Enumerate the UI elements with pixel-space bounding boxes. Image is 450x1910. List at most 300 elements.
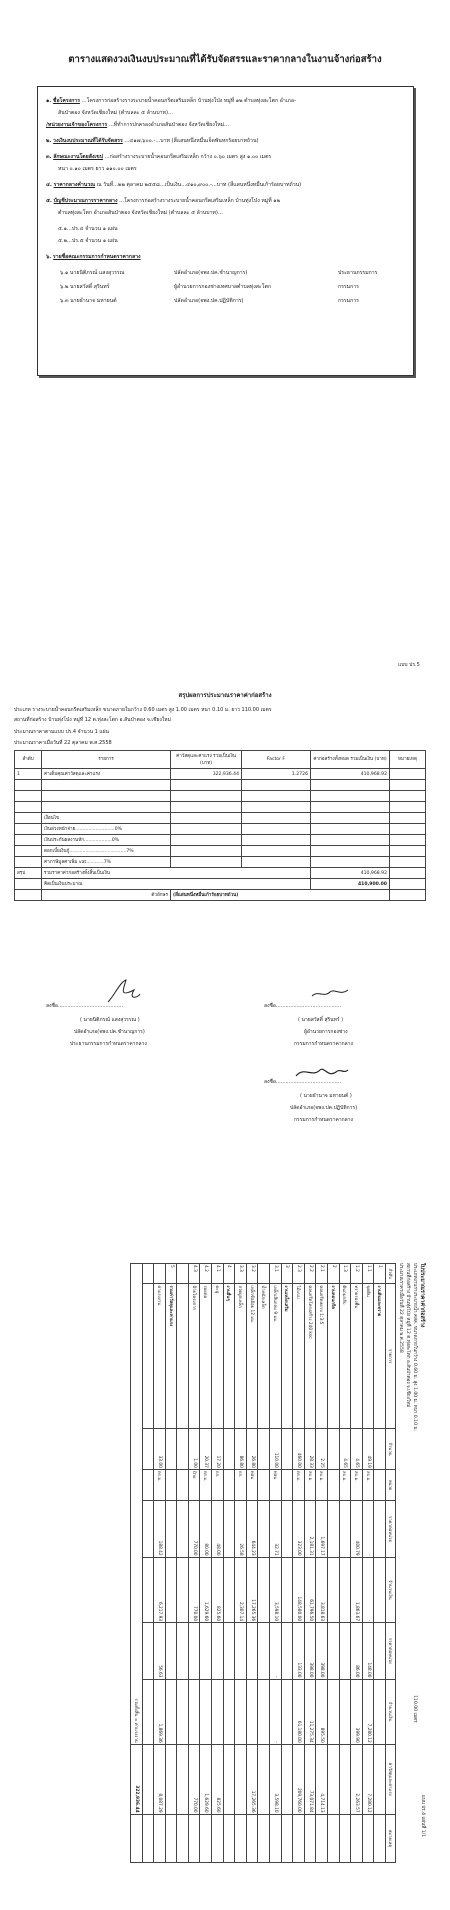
table-row [15, 769, 426, 780]
cell-mt: 770.00 [188, 1557, 200, 1622]
cell-unit [374, 1469, 386, 1500]
summary-line [58, 225, 118, 233]
cell-qty: 26.80 [246, 1429, 258, 1470]
cell-sum: 770.00 [188, 1744, 200, 1814]
cell-remark [339, 1814, 351, 1862]
cell-item: ป้ายโครงการ [188, 1284, 200, 1429]
cell-remark [316, 1814, 328, 1862]
cell-mp [374, 1501, 386, 1557]
cell-remark [362, 1814, 374, 1862]
cell-qty: 4.65 [351, 1429, 363, 1470]
cell-remark [177, 1814, 189, 1862]
cell-qty: 460.00 [293, 1429, 305, 1470]
cell-sum: 209,760.00 [293, 1744, 305, 1814]
cell-item: รวมค่าวัสดุและค่าแรง [165, 1284, 177, 1429]
sum-label: สรุป [15, 868, 42, 879]
sig3-name: ( นายธำนาจ มหายนต์ ) [300, 1093, 352, 1099]
line-text: ...โครงการก่อสร้างรางระบายน้ำคอนกรีตเสริมเหล็ก บ้านทุ่งโป่ง หมู่ที่ ๑๒ [119, 198, 281, 204]
cell-lt: - [270, 1679, 282, 1744]
cell-qty: 17.20 [212, 1429, 224, 1470]
sum-value: 410,968.92 [311, 868, 390, 879]
sig3-line: ลงชื่อ......................................... [264, 1079, 342, 1085]
cell-item [142, 1284, 154, 1429]
estimate-table [130, 1263, 396, 1863]
line-number: ๑. [46, 98, 52, 104]
cell-sum: 2,263.57 [351, 1744, 363, 1814]
cell-sum: 4,714.13 [316, 1744, 328, 1814]
cell-lp [258, 1623, 270, 1679]
line-number: ๔. [46, 182, 52, 188]
cell-unit: ตร.ม. [154, 1469, 166, 1500]
cell-mp [328, 1501, 340, 1557]
cell-qty: 86.80 [235, 1429, 247, 1470]
cell-mt: 1,629.60 [200, 1557, 212, 1622]
words-value: (สี่แสนหนึ่งหมื่นเก้าร้อยบาทถ้วน) [171, 890, 390, 901]
cell-qty: 2.25 [316, 1429, 328, 1470]
table-row [362, 1264, 374, 1863]
table-row [235, 1264, 247, 1863]
p3-title: ใบประมาณราคาค่าก่อสร้าง [419, 1263, 425, 1328]
summary-line [58, 237, 118, 245]
cell-mt: 3,818.63 [316, 1557, 328, 1622]
cell-lt [258, 1679, 270, 1744]
cell-remark [154, 1814, 166, 1862]
table-row [15, 813, 426, 824]
cell-remark [142, 1814, 154, 1862]
cell-lp: 133.00 [293, 1623, 305, 1679]
sig2-role: กรรมการกำหนดราคากลาง [294, 1041, 353, 1047]
line-number: ๖. [46, 254, 52, 260]
cell-sum: 73,071.84 [304, 1744, 316, 1814]
committee-name: ๖.๓ นายธำนาจ มหายนต์ [60, 298, 117, 304]
cell-qty: 28.33 [304, 1429, 316, 1470]
col-header-item: รายการ [42, 751, 171, 769]
cell-remark [281, 1814, 293, 1862]
committee-pos: ปลัดอำเภอ(จพง.ปค.ปฏิบัติการ) [174, 298, 244, 304]
estimate-sheet-content [28, 1255, 428, 1895]
col-header: จำนวนเงิน [386, 1679, 396, 1744]
cell-no: 4.2 [200, 1264, 212, 1284]
line-number: ๓. [46, 154, 52, 160]
cell-qty: 33.00 [154, 1429, 166, 1470]
cell-unit [223, 1469, 235, 1500]
cell-qty [142, 1429, 154, 1470]
cell-mt: 61,796.50 [304, 1557, 316, 1622]
cell-mt [223, 1557, 235, 1622]
cell-unit [142, 1469, 154, 1500]
cell-lt [142, 1679, 154, 1744]
cell-qty: 49.19 [362, 1429, 374, 1470]
cell-no: 1 [374, 1264, 386, 1284]
table-row [258, 1264, 270, 1863]
col-header: ค่าวัสดุและค่าแรง [386, 1744, 396, 1814]
line-text: สันป่าตอง จังหวัดเชียงใหม่ (ตำบลละ ๕ ล้านบาท)... [58, 110, 173, 116]
cell-lp [165, 1623, 177, 1679]
committee-role: กรรมการ [338, 284, 359, 290]
total-row [130, 1264, 142, 1863]
cell-mp: 32.71 [270, 1501, 282, 1557]
summary-line [46, 121, 229, 129]
col-header-amount: ค่าวัสดุและค่าแรง รวมเป็นเงิน (บาท) [171, 751, 242, 769]
cell-mp [258, 1501, 270, 1557]
table-row [177, 1264, 189, 1863]
cell-no: 4.1 [212, 1264, 224, 1284]
line-heading: ราคากลางคำนวณ [53, 182, 96, 188]
cell-mt [374, 1557, 386, 1622]
cell-item: คอนกรีตโครงสร้าง 240 ksc [304, 1284, 316, 1429]
cell-mp: - [362, 1501, 374, 1557]
cell-item: คอนกรีตหยาบ 1:3:5 [316, 1284, 328, 1429]
cell-no: 2.3 [293, 1264, 305, 1284]
cell-remark [293, 1814, 305, 1862]
cell-sum: 8,087.29 [154, 1744, 166, 1814]
line-number: ๒. [46, 138, 52, 144]
estimate-sheets: ประมาณราคาตามแบบ ปร.4 จำนวน 1 แผ่น [14, 729, 109, 735]
cell-no: 4 [223, 1264, 235, 1284]
cell-sum [177, 1744, 189, 1814]
committee-role: กรรมการ [338, 298, 359, 304]
cell-lt [339, 1679, 351, 1744]
cell-remark [165, 1814, 177, 1862]
cell-unit: ตร.ม. [200, 1469, 212, 1500]
cell-no [142, 1264, 154, 1284]
line-text: หนา ๐.๑๐ เมตร ยาว ๑๑๐.๐๐ เมตร [58, 166, 137, 172]
table-row [15, 802, 426, 813]
cell-mp [165, 1501, 177, 1557]
cell-no: 2.2 [304, 1264, 316, 1284]
cell-sum [258, 1744, 270, 1814]
cell-lp [188, 1623, 200, 1679]
col-header: รายการ [386, 1284, 396, 1429]
cell-lt [246, 1679, 258, 1744]
line-heading: ชื่อโครงการ [52, 98, 80, 104]
cell-item: ตะปู [212, 1284, 224, 1429]
cell-mp [223, 1501, 235, 1557]
form-number: แบบ ปร.5 [398, 662, 420, 668]
cell-unit: ลบ.ม. [304, 1469, 316, 1500]
cell-lt [223, 1679, 235, 1744]
summary-line [46, 137, 259, 145]
cell-lt [281, 1679, 293, 1744]
line-heading: บัญชีประมาณการราคากลาง [53, 198, 118, 204]
total-value: 322,936.44 [130, 1744, 142, 1814]
cell-item: เหล็กเส้นกลม 9 มม. [270, 1284, 282, 1429]
table-row [223, 1264, 235, 1863]
budget-summary-box [37, 86, 414, 376]
note-vat: ค่าภาษีมูลค่าเพิ่ม vat............7% [42, 857, 171, 868]
line-text: ๕.๒...ปร.๕ จำนวน ๑ แผ่น [58, 238, 118, 244]
note-advance: เงินล่วงหน้าจ่าย...........................0% [42, 824, 171, 835]
cell-mt [339, 1557, 351, 1622]
sum-text: รวมราคาค่าก่อสร้างทั้งสิ้นเป็นเงิน [42, 868, 311, 879]
table-row [15, 791, 426, 802]
cell-remark [328, 1814, 340, 1862]
cell-remark [258, 1814, 270, 1862]
sig1-position: ปลัดอำเภอ(จพง.ปค.ชำนาญการ) [74, 1029, 145, 1035]
line-text: ๕.๑...ปร.๔ จำนวน ๑ แผ่น [58, 226, 118, 232]
sig3-position: ปลัดอำเภอ(จพง.ปค.ปฏิบัติการ) [290, 1105, 358, 1111]
cell-sum [142, 1744, 154, 1814]
cell-remark [246, 1814, 258, 1862]
cell-remark [270, 1814, 282, 1862]
cell-qty: 4.65 [339, 1429, 351, 1470]
table-row [15, 868, 426, 879]
cell-unit [328, 1469, 340, 1500]
summary-line [58, 109, 173, 117]
cell-sum [281, 1744, 293, 1814]
committee-pos: ปลัดอำเภอ(จพง.ปค.ชำนาญการ) [174, 270, 248, 276]
table-row [15, 835, 426, 846]
col-header-total: ค่าก่อสร้างทั้งหมด รวมเป็นเงิน (บาท) [311, 751, 390, 769]
col-header: ลำดับ [386, 1264, 396, 1284]
cell-remark [212, 1814, 224, 1862]
col-header-factor: Factor F [242, 751, 311, 769]
table-row [328, 1264, 340, 1863]
cell-unit [281, 1469, 293, 1500]
line-text: ...ก่อสร้างรางระบายน้ำคอนกรีตเสริมเหล็ก กว้าง ๐.๖๐ เมตร สูง ๑.๐๐ เมตร [104, 154, 272, 160]
table-row [188, 1264, 200, 1863]
cell-sum: 1,629.60 [200, 1744, 212, 1814]
cell-unit: กก. [212, 1469, 224, 1500]
cell-lt: 399.90 [351, 1679, 363, 1744]
summary-line [46, 181, 301, 189]
cell-lp [235, 1623, 247, 1679]
row-amount: 322,936.44 [171, 769, 242, 780]
cell-mp: 644.23 [246, 1501, 258, 1557]
table-row [15, 857, 426, 868]
cell-no [177, 1264, 189, 1284]
summary-line [58, 209, 223, 217]
table-row [15, 780, 426, 791]
cell-unit [165, 1469, 177, 1500]
signature-2-scribble [310, 984, 350, 1002]
note-retention: เงินประกันผลงานหัก...................0% [42, 835, 171, 846]
project-type: ประเภท รางระบายน้ำคอนกรีตเสริมเหล็ก ขนาดภายในกว้าง 0.60 เมตร สูง 1.00 เมตร หนา 0.10 ม. ยาว 110.00 เมตร [14, 707, 272, 713]
note-interest: ดอกเบี้ยเงินกู้.......................................7% [42, 846, 171, 857]
cell-no: 3.1 [270, 1264, 282, 1284]
line-text: ณ วันที่...๒๒ ตุลาคม ๒๕๕๘...เป็นเงิน...๔๑๐,๙๐๐.-...บาท (สี่แสนหนึ่งหมื่นเก้าร้อยบาทถ้วน) [96, 182, 302, 188]
table-row [351, 1264, 363, 1863]
row-remark [390, 769, 426, 780]
cell-unit: กก. [235, 1469, 247, 1500]
cell-lp [142, 1623, 154, 1679]
table-row [304, 1264, 316, 1863]
col-header: หมายเหตุ [386, 1814, 396, 1862]
cell-mp: 188.42 [154, 1501, 166, 1557]
table-row [200, 1264, 212, 1863]
cell-item: ไม้แบบ [293, 1284, 305, 1429]
cell-item: เหล็กข้ออ้อย 12 มม. [246, 1284, 258, 1429]
cell-lt: 61,180.00 [293, 1679, 305, 1744]
table-row [281, 1264, 293, 1863]
cell-remark [235, 1814, 247, 1862]
line-heading: วงเงินงบประมาณที่ได้รับจัดสรร [53, 138, 123, 144]
cell-qty: 1.00 [188, 1429, 200, 1470]
table-row [15, 890, 426, 901]
round-text: คิดเป็นเงินประมาณ [42, 879, 311, 890]
cell-no: 1.1 [362, 1264, 374, 1284]
summary-table [14, 750, 426, 901]
cell-lp [246, 1623, 258, 1679]
note-condition: เงื่อนไข [42, 813, 171, 824]
summary-line [46, 253, 141, 261]
cell-lp [200, 1623, 212, 1679]
cell-lp [328, 1623, 340, 1679]
cell-unit: ลบ.ม. [362, 1469, 374, 1500]
table-row [316, 1264, 328, 1863]
cell-lt [328, 1679, 340, 1744]
table-row [15, 824, 426, 835]
table-row [165, 1264, 177, 1863]
estimate-sheet-rotated [28, 1255, 428, 1895]
committee-role: ประธานกรรมการ [338, 270, 378, 276]
cell-item: งานคอนกรีต [328, 1284, 340, 1429]
col-header: ราคาต่อหน่วย [386, 1501, 396, 1557]
cell-remark [223, 1814, 235, 1862]
row-no: 1 [15, 769, 42, 780]
cell-unit: ลบ.ม. [316, 1469, 328, 1500]
cell-lp [281, 1623, 293, 1679]
cell-qty [177, 1429, 189, 1470]
cell-no: 3.3 [235, 1264, 247, 1284]
cell-item: ลวดผูกเหล็ก [235, 1284, 247, 1429]
sig1-line: ลงชื่อ......................................... [46, 1003, 124, 1009]
cell-qty [258, 1429, 270, 1470]
p3-location: สถานที่ก่อสร้าง บ้านทุ่งโป่ง หมู่ที่ 12 ต.ทุ่งสะโตก อ.สันป่าตอง จ.เชียงใหม่ [405, 1263, 410, 1408]
row-item: ค่าเต็มคุณค่าวัสดุและค่าแรง [42, 769, 171, 780]
table-row [142, 1264, 154, 1863]
cell-item: งานเหล็กเสริม [281, 1284, 293, 1429]
cell-no [258, 1264, 270, 1284]
line-text: ...๔๑๗,๖๐๐.-...บาท (สี่แสนหนึ่งหมื่นเจ็ดพันหกร้อยบาทถ้วน) [124, 138, 259, 144]
cell-no: 4.3 [188, 1264, 200, 1284]
col-header-remark: หมายเหตุ [390, 751, 426, 769]
cell-item [177, 1284, 189, 1429]
cell-remark [200, 1814, 212, 1862]
table-row [374, 1264, 386, 1863]
cell-item: น้ำหนักเหล็ก [258, 1284, 270, 1429]
line-text: ...โครงการก่อสร้างรางระบายน้ำคอนกรีตเสริมเหล็ก บ้านทุ่งโป่ง หมู่ที่ ๑๒ ตำบลทุ่งสะโตก อำเภอ- [81, 98, 296, 104]
cell-lp [212, 1623, 224, 1679]
line-text: ตำบลทุ่งสะโตก อำเภอสันป่าตอง จังหวัดเชียงใหม่ (ตำบลละ ๕ ล้านบาท)... [58, 210, 223, 216]
table-row [293, 1264, 305, 1863]
cell-unit [258, 1469, 270, 1500]
cell-item: ดินถมกลับ [339, 1284, 351, 1429]
p3-sheet: แบบ ปร.4 แผ่นที่ 1/1 [420, 1795, 425, 1838]
cell-remark [188, 1814, 200, 1862]
cell-item: ขุดดิน [362, 1284, 374, 1429]
p3-date: ประมาณราคาเมื่อวันที่ 22 ตุลาคม พ.ศ.2558 [398, 1263, 403, 1353]
cell-mt [165, 1557, 177, 1622]
committee-pos: ผู้อำนวยการกองช่างเทศบาลตำบลทุ่งสะโตก [174, 284, 271, 290]
total-remark [130, 1814, 142, 1862]
cell-lt [212, 1679, 224, 1744]
cell-sum [165, 1744, 177, 1814]
cell-unit: ลบ.ม. [339, 1469, 351, 1500]
cell-no: 3 [281, 1264, 293, 1284]
table-row [246, 1264, 258, 1863]
col-header: หน่วย [386, 1469, 396, 1500]
cell-lt: 11,275.34 [304, 1679, 316, 1744]
cell-unit: ลบ.ม. [351, 1469, 363, 1500]
page2-title: สรุปผลการประมาณราคาค่าก่อสร้าง [178, 692, 272, 699]
cell-remark [304, 1814, 316, 1862]
row-factor: 1.2726 [242, 769, 311, 780]
row-total: 410,968.92 [311, 769, 390, 780]
cell-mt: - [362, 1557, 374, 1622]
cell-lp: 148.00 [362, 1623, 374, 1679]
cell-no [154, 1264, 166, 1284]
cell-lp: 56.63 [154, 1623, 166, 1679]
cell-unit: ท่อน [246, 1469, 258, 1500]
line-number: ๕. [46, 198, 52, 204]
page1-title: ตารางแสดงวงเงินงบประมาณที่ได้รับจัดสรรและราคากลางในงานจ้างก่อสร้าง [68, 54, 382, 65]
cell-mp: 770.00 [188, 1501, 200, 1557]
cell-no: 2 [328, 1264, 340, 1284]
cell-unit: ป้าย [188, 1469, 200, 1500]
col-header: ราคาต่อหน่วย [386, 1623, 396, 1679]
cell-remark [351, 1814, 363, 1862]
cell-mt: 6,217.93 [154, 1557, 166, 1622]
cell-qty [328, 1429, 340, 1470]
cell-mp: 1,697.17 [316, 1501, 328, 1557]
sig2-line: ลงชื่อ......................................... [264, 1003, 342, 1009]
table-row [270, 1264, 282, 1863]
line-heading: /หน่วยงานเจ้าของโครงการ [46, 122, 108, 128]
cell-sum [328, 1744, 340, 1814]
cell-sum: 3,598.10 [270, 1744, 282, 1814]
cell-qty [281, 1429, 293, 1470]
summary-line [46, 153, 271, 161]
col-header: จำนวนเงิน [386, 1557, 396, 1622]
cell-qty [165, 1429, 177, 1470]
line-heading: รายชื่อคณะกรรมการกำหนดราคากลาง [52, 254, 141, 260]
estimate-date: ประมาณราคาเมื่อวันที่ 22 ตุลาคม พ.ศ.2558 [14, 740, 112, 746]
cell-unit: ท่อน [270, 1469, 282, 1500]
cell-lp: 398.00 [304, 1623, 316, 1679]
cell-no: 1.2 [351, 1264, 363, 1284]
cell-mp [142, 1501, 154, 1557]
total-label: รวมทั้งสิ้น = ค่าแรงงาน [130, 1264, 142, 1745]
cell-mt [328, 1557, 340, 1622]
line-text: ...ที่ทำการปกครองอำเภอสันป่าตอง จังหวัดเชียงใหม่... [108, 122, 230, 128]
cell-qty: 110.00 [270, 1429, 282, 1470]
sig1-name: ( นายนิติภรณ์ แสงสุวรรณ ) [80, 1017, 140, 1023]
cell-lt [188, 1679, 200, 1744]
cell-sum: 825.60 [212, 1744, 224, 1814]
cell-mt: 17,265.36 [246, 1557, 258, 1622]
cell-lt [200, 1679, 212, 1744]
cell-lp [374, 1623, 386, 1679]
cell-mt: 1,863.67 [351, 1557, 363, 1622]
cell-mt [281, 1557, 293, 1622]
table-row [212, 1264, 224, 1863]
cell-item: รอยต่อ [200, 1284, 212, 1429]
cell-unit: ตร.ม. [293, 1469, 305, 1500]
round-value: 410,900.00 [311, 879, 390, 890]
cell-lp: - [270, 1623, 282, 1679]
cell-lt: 1,869.36 [154, 1679, 166, 1744]
sig1-role: ประธานกรรมการกำหนดราคากลาง [70, 1041, 147, 1047]
summary-line [46, 197, 280, 205]
cell-lt [165, 1679, 177, 1744]
table-row [154, 1264, 166, 1863]
cell-lt: 895.50 [316, 1679, 328, 1744]
p3-length: 110.00 เมตร [412, 1695, 417, 1723]
cell-sum: 17,265.36 [246, 1744, 258, 1814]
cell-sum [374, 1744, 386, 1814]
committee-name: ๖.๒ นายสวัสดิ์ สุรินทร์ [60, 284, 110, 290]
